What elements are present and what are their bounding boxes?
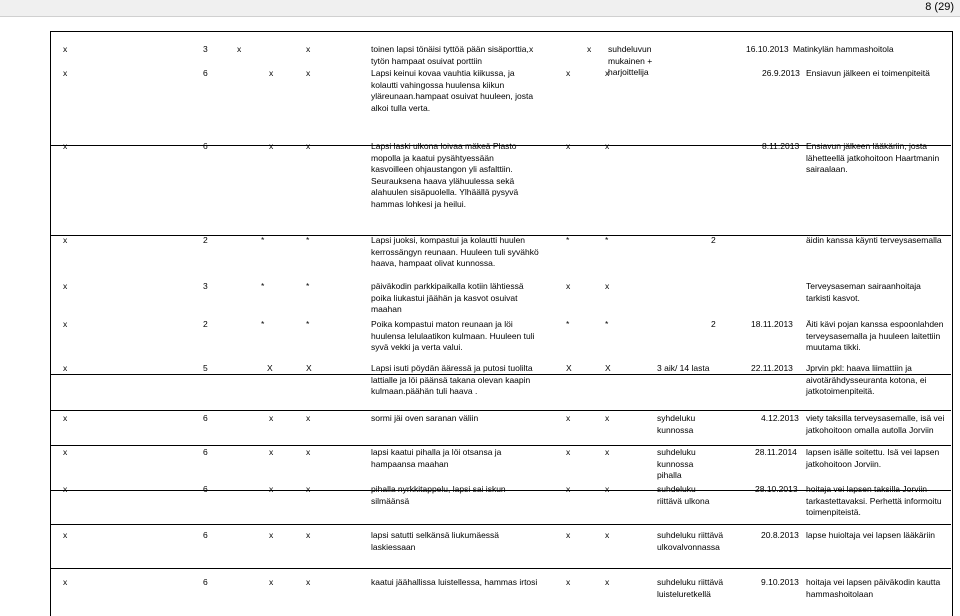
cell-a: x [63,363,68,373]
cell-c: * [261,319,265,329]
cell-b: 3 [203,281,208,291]
cell-desc: toinen lapsi tönäisi tyttöä pään sisäporttia, tytön hampaat osuivat porttiin [371,44,529,66]
cell-note: Matinkylän hammashoitola [793,44,894,54]
cell-a: x [63,235,68,245]
cell-b: 2 [203,235,208,245]
cell-f: x [605,484,610,494]
cell-a: x [63,484,68,494]
cell-g: x [605,68,610,78]
cell-e: x [566,141,571,151]
cell-e: X [566,363,572,373]
cell-b: 6 [203,577,208,587]
cell-g: 3 aik/ 14 lasta [657,363,710,373]
cell-b: 6 [203,413,208,423]
cell-c: * [261,235,265,245]
cell-e: x [566,484,571,494]
cell-f: X [605,363,611,373]
cell-d: x [306,447,311,457]
cell-desc: Lapsi juoksi, kompastui ja kolautti huulen kerrossängyn reunaan. Huuleen tuli syvähkö haava, hampaat olivat kunnossa. [371,235,539,268]
cell-d: x [306,141,311,151]
cell-desc: kaatui jäähallissa luistellessa, hammas irtosi [371,577,538,587]
cell-c: x [269,447,274,457]
cell-note: viety taksilla terveysasemalle, isä vei jatkohoitoon omalla autolla Jorviin [806,413,945,435]
cell-date: 4.12.2013 [761,413,799,423]
cell-b: 6 [203,484,208,494]
document-page [0,17,960,615]
cell-d: X [306,363,312,373]
cell-f: x [605,141,610,151]
cell-b: 6 [203,68,208,78]
cell-g: suhdeluku riittävä ulkona [657,484,710,506]
cell-f: x [605,530,610,540]
cell-note: Terveysaseman sairaanhoitaja tarkisti kasvot. [806,281,921,303]
cell-f: * [605,319,609,329]
cell-d: * [306,281,310,291]
cell-c: X [267,363,273,373]
cell-f: * [605,235,609,245]
cell-f: x [605,413,610,423]
cell-e: x [566,281,571,291]
cell-b: 6 [203,141,208,151]
row-divider [51,445,951,446]
cell-e: * [566,319,570,329]
cell-a: x [63,413,68,423]
cell-desc: lapsi kaatui pihalla ja löi otsansa ja hampaansa maahan [371,447,502,469]
cell-d: x [306,413,311,423]
cell-c: x [269,68,274,78]
cell-e: x [529,44,534,54]
cell-f: x [587,44,592,54]
cell-e: x [566,577,571,587]
cell-c: * [261,281,265,291]
cell-g: 2 [711,235,716,245]
cell-e: x [566,413,571,423]
cell-a: x [63,68,68,78]
cell-desc: lapsi satutti selkänsä liukumäessä laskiessaan [371,530,500,552]
cell-date: 26.9.2013 [762,68,800,78]
cell-f: x [605,281,610,291]
cell-e: x [566,447,571,457]
cell-a: x [63,319,68,329]
cell-f: x [605,577,610,587]
cell-e: x [566,530,571,540]
cell-date: 8.11.2013 [762,141,800,151]
cell-g: suhdeluku riittävä ulkovalvonnassa [657,530,724,552]
cell-note: äidin kanssa käynti terveysasemalla [806,235,942,245]
cell-c: x [269,141,274,151]
cell-a: x [63,577,68,587]
cell-a: x [63,141,68,151]
cell-desc: Lapsi isuti pöydän ääressä ja putosi tuolilta lattialle ja löi päänsä takana olevan kaapin kulmaan.päähän tuli haava . [371,363,533,396]
cell-date: 28.10.2013 [755,484,798,494]
cell-d: * [306,319,310,329]
cell-note: lapsen isälle soitettu. Isä vei lapsen jatkohoitoon Jorviin. [806,447,940,469]
cell-d: x [306,68,311,78]
viewer-toolbar [0,0,960,17]
cell-c: x [269,577,274,587]
cell-d: x [306,530,311,540]
cell-d: x [306,577,311,587]
page-number: 8 (29) [925,1,954,13]
cell-note: hoitaja vei lapsen päiväkodin kautta hammashoitolaan [806,577,941,599]
cell-g: 2 [711,319,716,329]
cell-g: suhdeluvun mukainen + harjoittelija [608,44,653,77]
cell-note: Ensiavun jälkeen ei toimenpiteitä [806,68,930,78]
cell-f: x [605,447,610,457]
cell-a: x [63,44,68,54]
cell-note: hoitaja vei lapsen taksilla Jorviin tarkastettavaksi. Perhettä informoitu toimenpiteistä. [806,484,942,517]
cell-desc: päiväkodin parkkipaikalla kotiin lähtiessä poika liukastui jäähän ja kasvot osuivat maahan [371,281,524,314]
cell-a: x [63,530,68,540]
cell-b: 2 [203,319,208,329]
cell-c: x [269,484,274,494]
cell-b: 6 [203,530,208,540]
cell-date: 18.11.2013 [751,319,793,329]
row-divider [51,524,951,525]
cell-g: suhdeluku kunnossa pihalla [657,447,696,480]
cell-desc: sormi jäi oven saranan väliin [371,413,479,423]
cell-b: 3 [203,44,208,54]
cell-d: x [306,484,311,494]
cell-date: 22.11.2013 [751,363,793,373]
cell-desc: Lapsi keinui kovaa vauhtia kiikussa, ja kolautti vahingossa huulensa kiikun yläreunaan.hampaat osuivat huuleen, josta alkoi tulla verta. [371,68,534,113]
cell-c: x [269,413,274,423]
cell-a: x [63,447,68,457]
cell-d: * [306,235,310,245]
cell-note: lapse huioltaja vei lapsen lääkäriin [806,530,935,540]
cell-note: Äiti kävi pojan kanssa espoonlahden terveysasemalla ja huuleen laitettiin muutama tikki. [806,319,944,352]
cell-e: * [566,235,570,245]
cell-desc: pihalla nyrkkitappelu, lapsi sai iskun silmäänsä [371,484,506,506]
cell-b: 6 [203,447,208,457]
cell-g: syhdeluku kunnossa [657,413,696,435]
cell-a: x [63,281,68,291]
cell-desc: Poika kompastui maton reunaan ja löi huulensa lelulaatikon kulmaan. Huuleen tuli syvä vekki ja verta valui. [371,319,535,352]
cell-date: 20.8.2013 [761,530,799,540]
row-divider [51,568,951,569]
cell-note: Ensiavun jälkeen lääkäriin, josta lähetteellä jatkohoitoon Haartmanin sairaalaan. [806,141,940,174]
cell-f: x [566,68,571,78]
cell-desc: Lapsi laski ulkona loivaa mäkeä Plasto mopolla ja kaatui pysähtyessään kasvoilleen ohjaustangon yli asfalttiin. Seurauksena haava ylähuulessa sekä alahuulen sisäpuolella. Ylhäällä pysyvä hammas lohkesi ja heilui. [371,141,519,209]
cell-note: Jprvin pkl: haava liimattiin ja aivotärähdysseuranta kotona, ei jatkotoimenpiteitä. [806,363,927,396]
cell-c: x [237,44,242,54]
cell-date: 16.10.2013 [746,44,789,54]
cell-c: x [269,530,274,540]
cell-b: 5 [203,363,208,373]
cell-d: x [306,44,311,54]
row-divider [51,410,951,411]
cell-date: 28.11.2014 [755,447,797,457]
cell-date: 9.10.2013 [761,577,799,587]
cell-g: suhdeluku riittävä luisteluretkellä [657,577,724,599]
